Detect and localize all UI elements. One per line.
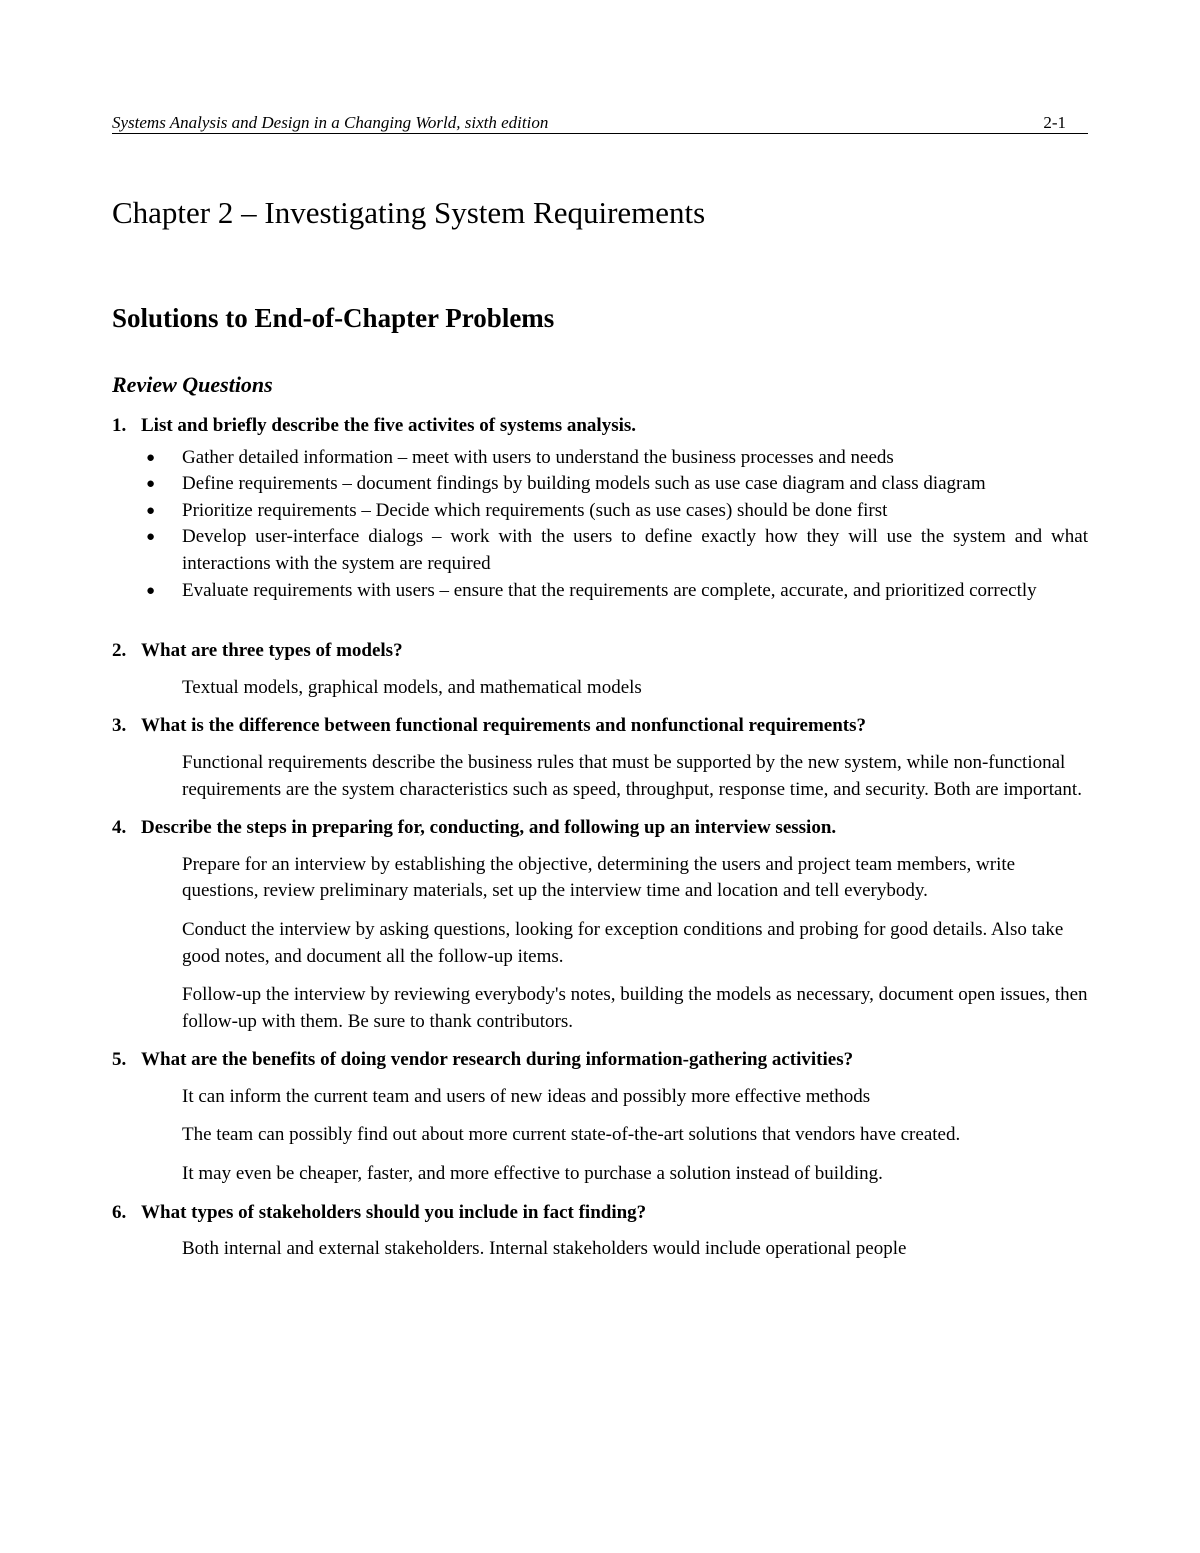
question-number: 6. bbox=[112, 1201, 127, 1223]
bullet-icon: ● bbox=[146, 502, 156, 519]
list-item: ● Define requirements – document findings by building models such as use case diagram and class diagram bbox=[182, 471, 1088, 498]
question-text: What are the benefits of doing vendor research during information-gathering activities? bbox=[141, 1049, 854, 1071]
activities-list bbox=[112, 445, 1088, 605]
question-6 bbox=[112, 1200, 1088, 1227]
questions-content bbox=[112, 410, 1088, 1263]
question-text: List and briefly describe the five activites of systems analysis. bbox=[141, 415, 637, 436]
answer-paragraph: It can inform the current team and users of new ideas and possibly more effective methods bbox=[182, 1085, 871, 1107]
book-title: Systems Analysis and Design in a Changing World, sixth edition bbox=[112, 113, 549, 132]
question-number: 2. bbox=[112, 640, 127, 662]
chapter-title: Chapter 2 – Investigating System Requirements bbox=[112, 195, 706, 230]
question-3 bbox=[112, 713, 1088, 740]
bullet-icon: ● bbox=[146, 529, 156, 546]
list-item: ● Develop user-interface dialogs – work with the users to define exactly how they will use the system and what interactions with the system are required bbox=[146, 526, 1088, 574]
question-number: 4. bbox=[112, 817, 127, 839]
question-1 bbox=[112, 413, 1088, 440]
section-title: Solutions to End-of-Chapter Problems bbox=[112, 303, 555, 333]
page-number: 2-1 bbox=[1043, 113, 1066, 132]
bullet-icon: ● bbox=[146, 476, 156, 493]
question-text: What types of stakeholders should you include in fact finding? bbox=[141, 1201, 647, 1223]
answer-paragraph: Both internal and external stakeholders. Internal stakeholders would include operational people bbox=[182, 1238, 907, 1260]
list-item: ● Prioritize requirements – Decide which requirements (such as use cases) should be done first bbox=[182, 498, 1088, 525]
bullet-icon: ● bbox=[146, 582, 156, 599]
question-2 bbox=[112, 638, 1088, 665]
question-text: What is the difference between functional requirements and nonfunctional requirements? bbox=[141, 715, 866, 737]
question-5 bbox=[112, 1047, 1088, 1074]
answer-paragraph: Textual models, graphical models, and mathematical models bbox=[182, 676, 642, 698]
answer-paragraph: Prepare for an interview by establishing the objective, determining the users and project team members, write questions, review preliminary materials, set up the interview time and location and tell everybody. bbox=[182, 853, 1016, 902]
question-text: What are three types of models? bbox=[141, 640, 403, 662]
question-number: 3. bbox=[112, 715, 127, 737]
subsection-title: Review Questions bbox=[112, 372, 273, 397]
question-4 bbox=[112, 815, 1088, 842]
answer-paragraph: Functional requirements describe the business rules that must be supported by the new system, while non-functional requirements are the system characteristics such as speed, throughput, response time, and security. Both are important. bbox=[182, 751, 1082, 800]
answer-paragraph: The team can possibly find out about more current state-of-the-art solutions that vendors have created. bbox=[182, 1124, 961, 1146]
answer-paragraph: Follow-up the interview by reviewing everybody's notes, building the models as necessary, document open issues, then follow-up with them. Be sure to thank contributors. bbox=[182, 984, 1088, 1032]
running-header bbox=[112, 113, 1088, 134]
bullet-icon: ● bbox=[146, 449, 156, 466]
question-number: 1. bbox=[112, 415, 127, 436]
question-text: Describe the steps in preparing for, conducting, and following up an interview session. bbox=[141, 817, 837, 839]
answer-paragraph: It may even be cheaper, faster, and more effective to purchase a solution instead of building. bbox=[182, 1163, 883, 1185]
list-item: ● Gather detailed information – meet with users to understand the business processes and needs bbox=[182, 445, 1088, 472]
list-item: ● Evaluate requirements with users – ensure that the requirements are complete, accurate, and prioritized correctly bbox=[182, 578, 1088, 605]
answer-paragraph: Conduct the interview by asking questions, looking for exception conditions and probing for good details. Also take good notes, and document all the follow-up items. bbox=[182, 918, 1064, 967]
question-number: 5. bbox=[112, 1049, 127, 1071]
